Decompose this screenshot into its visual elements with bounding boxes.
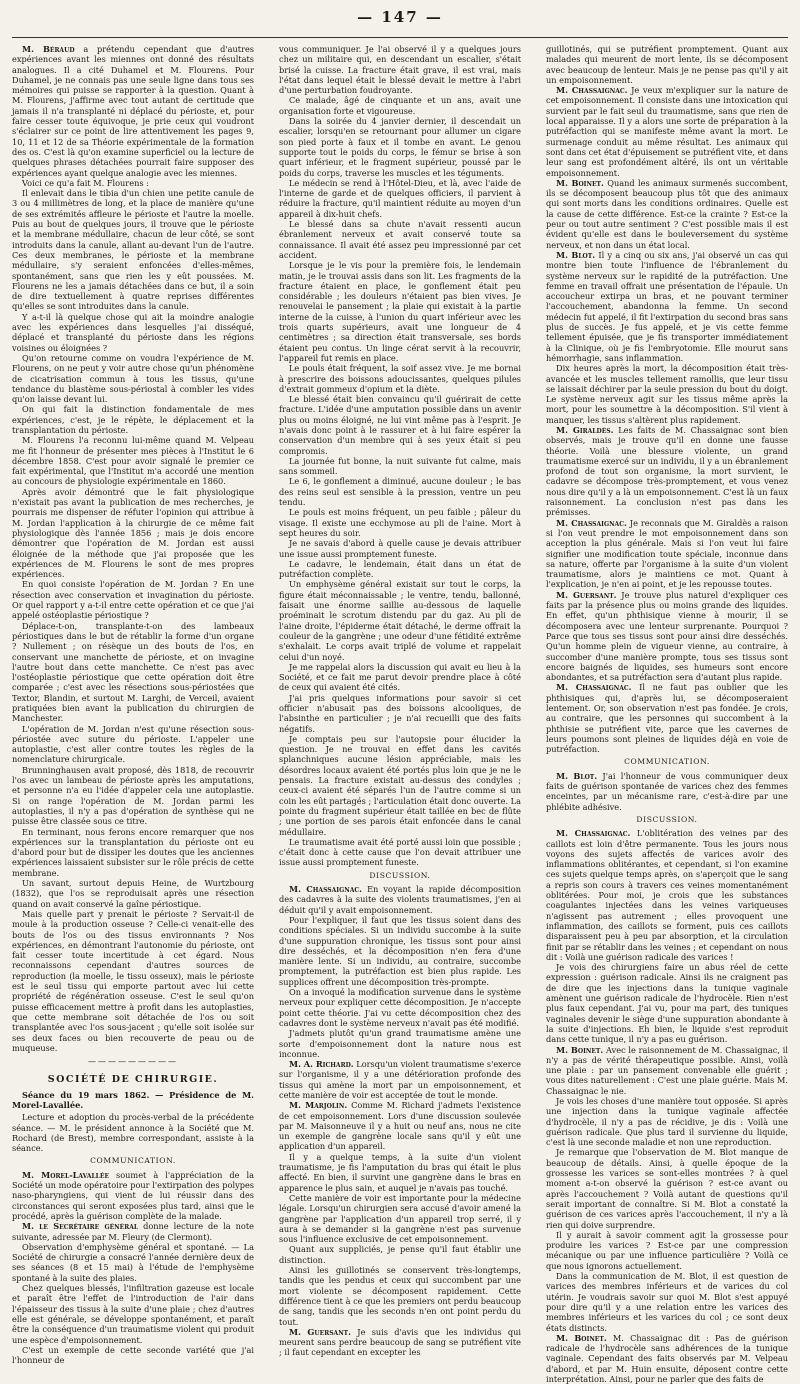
paragraph-text: Qu'on retourne comme on voudra l'expérience de M. Flourens, on ne peut y voir autre chose qu'un phénomène de cicatrisation commun à tous les tissus, qu'une tendance du blastème sous-périostal à combler les vides qu'on laisse devant lui.: [12, 352, 254, 405]
speaker-name: M. A. Richard.: [289, 1059, 354, 1070]
speaker-name: M. Marjolin.: [289, 1100, 348, 1111]
paragraph: [279, 734, 521, 837]
paragraph: [546, 1045, 788, 1096]
speaker-name: M. Chassaignac.: [556, 517, 627, 528]
paragraph-text: Un emphysème général existait sur tout le corps, la figure était méconnaissable ; le ventre, tendu, ballonné, faisait une énorme saillie au-dessous de laquelle proéminait le scrotum distendu par du gaz. Au pli de l'aine droite, l'épiderme était détaché, le derme offrait la couleur de la gangrène ; une odeur d'une fétidité extrême s'exhalait. Le corps avait triplé de volume et rappelait celui d'un noyé.: [279, 579, 521, 662]
paragraph: [546, 44, 788, 85]
paragraph-text: En terminant, nous ferons encore remarquer que nos expériences sur la transplantation du périoste ont eu d'abord pour but de dissiper les doutes que les anciennes expériences laissaient subsister sur le rôle précis de cette membrane.: [12, 826, 254, 878]
paragraph-text: a prétendu cependant que d'autres expériences avant les miennes ont donné des résultats analogues. Il a cité Duhamel et M. Flourens. Pour Duhamel, je ne connais pas une seule ligne dans tous ses mémoires qui puisse se rapporter à la question. Quant à M. Flourens, j'affirme avec tout autant de certitude que jamais il n'a transplanté ni déplacé du périoste, et, pour faire cesser toute équivoque, je prie ceux qui voudront s'éclairer sur ce point de lire attentivement les pages 9, 10, 11 et 12 de sa Théorie expérimentale de la formation des os. C'est là qu'on examine superficiel ou la lecture de quelques phrases détachées pourrait faire supposer des expériences ayant quelque analogie avec les miennes.: [12, 44, 255, 178]
paragraph-text: Il ne faut pas oublier que les phthisiques qui, d'après lui, se décomposeraient lentement. Or, son observation n'est pas fondée. Je crois, au contraire, que les personnes qui succombent à la phthisie se putréfient vite, parce que les cavernes de leurs poumons sont pleines de liquides déjà en voie de putréfaction.: [546, 682, 788, 755]
speaker-name: M. Chassaignac.: [289, 884, 362, 895]
paragraph: [279, 1265, 521, 1327]
paragraph: [546, 1147, 788, 1229]
paragraph-text: soumet à l'appréciation de la Société un mode opératoire pour l'extirpation des polypes naso-pharyngiens, qui vient de lui réussir dans des circonstances qui seront exposées plus tard, ainsi que le procédé, après la guérison complète de la malade.: [12, 1169, 254, 1221]
paragraph-text: Je ne savais d'abord à quelle cause je devais attribuer une issue aussi promptement funeste.: [279, 538, 521, 559]
paragraph: [279, 116, 521, 178]
paragraph-text: J'ai l'honneur de vous communiquer deux faits de guérison spontanée de varices chez des femmes enceintes, par un mécanisme rare, c'est-à-dire par une phlébite adhésive.: [546, 770, 789, 812]
paragraph: [12, 909, 254, 1053]
paragraph-text: J'ai pris quelques informations pour savoir si cet officier n'abusait pas des boissons alcooliques, de l'absinthe en particulier ; je n'ai recueilli que des faits négatifs.: [279, 692, 521, 734]
paragraph-text: Le traumatisme avait été porté aussi loin que possible ; c'était donc à cette cause que l'on devait attribuer une issue aussi promptement funeste.: [279, 836, 521, 868]
paragraph-text: Dix heures après la mort, la décomposition était très-avancée et les muscles tellement ramollis, que leur tissu se laissait déchirer par la seule pression du bout du doigt. Le système nerveux agit sur les tissus même après la mort, pour les soumettre à la décomposition. S'il vient à manquer, les tissus s'altèrent plus rapidement.: [546, 363, 788, 425]
paragraph-text: Mais quelle part y prenait le périoste ? Servait-il de moule à la production osseuse ? Celle-ci venait-elle des bouts de l'os ou des tissus environnants ? Nos expériences, en démontrant l'autonomie du périoste, ont fait cesser toute incertitude à cet égard. Nous reconnaissons cependant d'autres sources de reproduction (la moelle, le tissu osseux), mais le périoste est le seul tissu qui emporte partout avec lui cette propriété de régénération osseuse. C'est le seul qu'on puisse efficacement mettre à profit dans les autoplasties, que cette membrane soit détachée de l'os ou soit transplantée avec l'os sous-jacent ; qu'elle soit isolée sur ses deux faces ou bien recouverte de peau ou de muqueuse.: [12, 908, 254, 1053]
paragraph: [546, 682, 788, 754]
paragraph-text: Je vois les choses d'une manière tout opposée. Si après une injection dans la tunique vaginale affectée d'hydrocèle, il n'y a pas de récidive, je dis : Voilà une guérison radicale. Que plus tard il survienne du liquide, c'est là une seconde maladie et non une reproduction.: [546, 1095, 788, 1148]
paragraph-text: En quoi consiste l'opération de M. Jordan ? En une résection avec conservation et invagination du périoste. Or quel rapport y a-t-il entre cette opération et ce que j'ai appelé ostéoplastie périostique ?: [12, 579, 254, 621]
paragraph-text: J'admets plutôt qu'un grand traumatisme amène une sorte d'empoisonnement dont la nature nous est inconnue.: [279, 1028, 521, 1059]
paragraph: [12, 878, 254, 909]
paragraph: [279, 456, 521, 477]
paragraph-text: Le pouls est moins fréquent, un peu faible ; pâleur du visage. Il existe une ecchymose au pli de l'aine. Mort à sept heures du soir.: [279, 507, 521, 538]
paragraph-text: guillotinés, qui se putréfient promptement. Quant aux malades qui meurent de mort lente, ils se décomposent avec beaucoup de lenteur. Mais je ne pense pas qu'il y ait un empoisonnement.: [546, 44, 788, 85]
paragraph: [546, 518, 788, 590]
paragraph: [279, 693, 521, 734]
paragraph-text: Dans la communication de M. Blot, il est question de varices des membres inférieurs et de varices du col utérin. Je voudrais savoir sur quoi M. Blot s'est appuyé pour dire qu'il y a une relation entre les varices des membres inférieurs et les varices du col ; ce sont deux états distincts.: [546, 1271, 788, 1333]
paragraph-text: Lecture et adoption du procès-verbal de la précédente séance. — M. le président annonce à la Société que M. Rochard (de Brest), membre correspondant, assiste à la séance.: [12, 1112, 254, 1154]
paragraph: [12, 827, 254, 878]
paragraph: [12, 1242, 254, 1283]
paragraph: [12, 435, 254, 486]
paragraph: [12, 1345, 254, 1366]
paragraph-text: On qui fait la distinction fondamentale de mes expériences, c'est, je le répète, le déplacement et la transplantation du périoste.: [12, 404, 254, 435]
paragraph-text: Lorsque je le vis pour la première fois, le lendemain matin, je le trouvai assis dans son lit. Les fragments de la fracture étaient en place, le gonflement était peu considérable ; les douleurs n'étaient pas bien vives. Je renouvelai le pansement ; la plaie qui existait à la partie interne de la cuisse, à l'union du quart inférieur avec les trois quarts supérieurs, avait une longueur de 4 centimètres ; sa direction était transversale, ses bords étaient peu contus. Un linge cérat servit à la recouvrir, l'appareil fut remis en place.: [279, 260, 521, 363]
paragraph-text: Quant aux suppliciés, je pense qu'il faut établir une distinction.: [279, 1244, 521, 1265]
paragraph: [12, 1170, 254, 1221]
paragraph-text: C'est un exemple de cette seconde variété que j'ai l'honneur de: [12, 1344, 254, 1366]
speaker-name: M. Morel-Lavallée: [22, 1169, 110, 1180]
paragraph-text: Ce malade, âgé de cinquante et un ans, avait une organisation forte et vigoureuse.: [279, 95, 521, 116]
paragraph: [279, 538, 521, 559]
paragraph: [12, 621, 254, 724]
speaker-name: M. Chassaignac.: [556, 828, 631, 839]
paragraph-text: Comme M. Richard j'admets l'existence de cet empoisonnement. Lors d'une discussion soulevée par M. Maisonneuve il y a huit ou neuf ans, nous ne cite un exemple de gangrène locale sans qu'il y eût une application d'un appareil.: [279, 1100, 521, 1152]
paragraph-text: Je reconnais que M. Giraldès a raison si l'on veut prendre le mot empoisonnement dans son acception la plus générale. Mais si l'on veut lui faire signifier une modification toute spéciale, inconnue dans sa nature, offerte par l'organisme à la suite d'un violent traumatisme, alors je maintiens ce mot. Quant à l'explication, je n'en ai point, et je les repousse toutes.: [546, 517, 789, 590]
paragraph: [12, 1221, 254, 1242]
paragraph-text: Ainsi les guillotinés se conservent très-longtemps, tandis que les pendus et ceux qui succombent par une mort violente se décomposent rapidement. Cette différence tient à ce que les premiers ont perdu beaucoup de sang, tandis que les seconds n'en ont point perdu du tout.: [279, 1265, 521, 1327]
paragraph-text: Il y a cinq ou six ans, j'ai observé un cas qui montre bien toute l'influence de l'ébranlement du système nerveux sur le rapidité de la putréfaction. Une femme en travail offrait une présentation de l'épaule. Un accoucheur extirpa un bras, et ne pouvant terminer l'accouchement, abandonna la femme. Un second médecin fut appelé, il fit l'extirpation du second bras sans plus de succès. Je fus appelé, et je vis cette femme tellement épuisée, que je fis transporter immédiatement à la Clinique, où je fis l'embryotomie. Elle mourut sans hémorrhagie, sans inflammation.: [546, 249, 788, 363]
paragraph-text: Voici ce qu'a fait M. Flourens :: [22, 177, 149, 188]
paragraph-text: M. Chassaignac dit : Pas de guérison radicale de l'hydrocèle sans adhérences de la tunique vaginale. Cependant des faits observés par M. Velpeau d'abord, et par M. Huin ensuite, déposent contre cette interprétation. Ainsi, pour ne parler que des faits de: [546, 1332, 788, 1384]
paragraph: [279, 219, 521, 260]
paragraph: [546, 1333, 788, 1384]
paragraph: [279, 1193, 521, 1244]
paragraph-text: Il enlevait dans le tibia d'un chien une petite canule de 3 ou 4 millimètres de long, et la place de manière qu'une de ses extrémités affleure le périoste et l'autre la moelle. Puis au bout de quelques jours, il trouve que le périoste et la membrane médullaire, chacun de leur côté, se sont introduits dans la canule, allant au-devant l'un de l'autre. Ces deux membranes, le périoste et la membrane médullaire, s'y seraient enfoncées d'elles-mêmes, spontanément, sans que rien les y eût poussées. M. Flourens ne les a jamais détachées dans ce but, il a soin de dire textuellement à quatre reprises différentes qu'elles se sont introduites dans la canule.: [12, 188, 254, 312]
paragraph: [12, 44, 254, 178]
society-title: SOCIÉTÉ DE CHIRURGIE.: [47, 1074, 219, 1086]
paragraph: [279, 394, 521, 456]
paragraph-text: Lorsqu'un violent traumatisme s'exerce sur l'organisme, il y a une détérioration profonde des tissus qui amène la mort par un empoisonnement, et cette manière de voir est acceptée de tout le monde.: [279, 1059, 521, 1100]
paragraph: [279, 260, 521, 363]
paragraph-text: Je suis d'avis que les individus qui meurent sans perdre beaucoup de sang se putréfient vite ; il faut cependant en excepter les: [279, 1326, 522, 1358]
paragraph: [546, 828, 788, 962]
text-column-1: [12, 44, 255, 1366]
paragraph: [279, 1244, 521, 1265]
speaker-name: M. Giraldès.: [556, 424, 614, 435]
paragraph-text: Le blessé dans sa chute n'avait ressenti aucun ébranlement nerveux et avait conservé toute sa connaissance. Il avait été assez peu impressionné par cet accident.: [279, 219, 521, 260]
paragraph-text: Il y aurait à savoir comment agit la grossesse pour produire les varices ? Est-ce par une compression mécanique ou par une influence particulière ? Voilà ce que nous ignorons actuellement.: [546, 1229, 788, 1271]
paragraph: [546, 250, 788, 363]
paragraph: [546, 178, 788, 250]
paragraph-text: On a invoqué la modification survenue dans le système nerveux pour expliquer cette décomposition. Je n'accepte point cette théorie. J'ai vu cette décomposition chez des cadavres dont le système nerveux n'avait pas été modifié.: [279, 987, 521, 1028]
paragraph: [12, 188, 254, 312]
section-heading: DISCUSSION.: [636, 814, 698, 824]
section-heading: DISCUSSION.: [369, 870, 431, 880]
paragraph-text: Je comptais peu sur l'autopsie pour élucider la question. Je ne trouvai en effet dans les cavités splanchniques aucune lésion appréciable, mais les désordres locaux avaient été portés plus loin que je ne le pensais. La fracture existait au-dessus des condyles ; ceux-ci avaient été séparés l'un de l'autre comme si un coin les eût partagés ; l'articulation était donc ouverte. La pointe du fragment supérieur était taillée en bec de flûte ; une portion de ses parois était enfoncée dans le canal médullaire.: [279, 733, 521, 837]
paragraph-text: Les faits de M. Chassaignac sont bien observés, mais je trouve qu'il en donne une fausse théorie. Voilà une blessure violente, un grand traumatisme exercé sur un individu, il y a un ébranlement profond de tout son organisme, la mort survient, le cadavre se décompose très-promptement, et vous venez nous dire qu'il y a là un empoisonnement. C'est là un faux raisonnement. La conclusion n'est pas dans les prémisses.: [546, 424, 789, 518]
speaker-name: M. Guersant.: [556, 589, 617, 600]
paragraph-text: Le pouls était fréquent, la soif assez vive. Je me bornai à prescrire des boissons adoucissantes, quelques pilules d'extrait gommeux d'opium et la diète.: [279, 363, 521, 394]
speaker-name: M. Boinet.: [556, 1044, 604, 1055]
paragraph-text: Après avoir démontré que le fait physiologique n'existait pas avant la publication de mes recherches, je pourrais me dispenser de réfuter l'opinion qui attribue à M. Jordan l'application à la chirurgie de ce même fait physiologique dès l'année 1856 ; mais je dois encore démontrer que l'opération de M. Jordan est aussi éloignée de la méthode que j'ai proposée que les expériences de M. Flourens le sont de mes propres expériences.: [12, 486, 254, 580]
paragraph-text: En voyant la rapide décomposition des cadavres à la suite des violents traumatismes, j'en ai déduit qu'il y avait empoisonnement.: [279, 884, 521, 915]
paragraph-text: Le cadavre, le lendemain, était dans un état de putréfaction complète.: [279, 558, 521, 580]
paragraph: [279, 476, 521, 507]
speaker-name: M. Béraud: [22, 44, 75, 54]
paragraph-text: Je me rappelai alors la discussion qui avait eu lieu à la Société, et ce fait me parut devoir prendre place à côté de ceux qui avaient été cités.: [279, 661, 521, 693]
speaker-name: M. le Secrétaire général: [22, 1221, 139, 1232]
paragraph: [279, 837, 521, 868]
paragraph-text: Avec le raisonnement de M. Chassaignac, il n'y a pas de vérité thérapeutique possible. Ainsi, voilà une plaie : par un pansement convenable elle guérit ; vous dites naturellement : C'est une plaie guérie. Mais M. Chassaignac le nie.: [546, 1044, 788, 1096]
paragraph: [279, 1152, 521, 1193]
paragraph-text: L'opération de M. Jordan n'est qu'une résection sous-périostée avec suture du périoste. L'appeler une autoplastie, c'est aller contre toutes les règles de la nomenclature chirurgicale.: [12, 723, 254, 765]
paragraph-text: Chez quelques blessés, l'infiltration gazeuse est locale et paraît être l'effet de l'introduction de l'air dans l'épaisseur des tissus à la suite d'une plaie ; chez d'autres elle est générale, se développe spontanément, et paraît être la conséquence d'un traumatisme violent qui produit une espèce d'empoisonnement.: [12, 1283, 254, 1345]
paragraph: [546, 962, 788, 1044]
paragraph: [12, 312, 254, 353]
paragraph-text: L'oblitération des veines par des caillots est loin d'être permanente. Tous les jours nous voyons des sujets affectés de varices avoir des inflammations oblitérantes, et cependant, si l'on examine ces sujets quelque temps après, on s'aperçoit que le sang a repris son cours à travers ces veines momentanément oblitérées. Pour moi, je crois que les substances coagulantes injectées dans les veines variqueuses n'agissent pas autrement ; elles provoquent une inflammation, des caillots se forment, puis ces caillots disparaissent peu à peu par absorption, et la circulation finit par se rétablir dans les veines ; et cependant on nous dit : Voilà une guérison radicale des varices !: [546, 828, 789, 962]
paragraph: [546, 1230, 788, 1271]
page-number: — 147 —: [357, 8, 443, 26]
paragraph-text: Cette manière de voir est importante pour la médecine légale. Lorsqu'un chirurgien sera accusé d'avoir amené la gangrène par l'application d'un appareil trop serré, il y aura à se demander si la gangrène n'est pas survenue sous l'influence exclusive de cet empoisonnement.: [279, 1192, 521, 1245]
paragraph: [279, 363, 521, 394]
paragraph: [12, 404, 254, 435]
paragraph: [279, 1100, 521, 1151]
speaker-name: M. Blot.: [556, 249, 596, 260]
paragraph: [12, 579, 254, 620]
speaker-name: M. Boinet.: [556, 1332, 607, 1343]
speaker-name: M. Chassaignac.: [556, 682, 632, 693]
paragraph-text: Je vois des chirurgiens faire un abus réel de cette expression : guérison radicale. Ainsi ils ne craignent pas de dire que les injections dans la tunique vaginale amènent une guérison radicale de l'hydrocèle. Rien n'est plus faux cependant. J'ai vu, pour ma part, des tuniques vaginales devenir le siège d'une suppuration abondante à la suite d'injections. Eh bien, le liquide s'est reproduit dans cette tunique, il n'y a pas eu guérison.: [546, 962, 788, 1045]
paragraph-text: Déplace-t-on, transplante-t-on des lambeaux périostiques dans le but de rétablir la forme d'un organe ? Nullement ; on résèque un des bouts de l'os, en conservant une manchette de périoste, et on invagine l'autre bout dans cette manchette. Ce n'est pas avec l'ostéoplastie périostique que cette opération doit être comparée ; c'est avec les résections sous-périostées que Textor, Blandin, et surtout M. Larghi, de Verceil, avaient pratiquées bien avant la publication du chirurgien de Manchester.: [12, 620, 254, 724]
paragraph: [12, 1112, 254, 1153]
paragraph: [12, 724, 254, 765]
paragraph-text: donne lecture de la note suivante, adressée par M. Fleury (de Clermont).: [12, 1221, 254, 1242]
paragraph: [12, 765, 254, 827]
paragraph: [546, 425, 788, 518]
paragraph: [12, 487, 254, 580]
paragraph: [279, 1327, 521, 1358]
paragraph-text: Un savant, surtout depuis Heine, de Wurtzbourg (1832), que l'os se reproduisait après une résection quand on avait conservé la gaîne périostique.: [12, 878, 254, 909]
paragraph: [546, 85, 788, 178]
paragraph: [279, 507, 521, 538]
paragraph: [279, 1028, 521, 1059]
paragraph-text: Brunninghausen avait proposé, dès 1818, de recouvrir l'os avec un lambeau de périoste après les amputations, et personne n'a eu l'idée d'appeler cela une autoplastie. Si on range l'opération de M. Jordan parmi les autoplasties, il n'y a pas d'opération de synthèse qui ne puisse être classée sous ce titre.: [12, 764, 254, 827]
paragraph: [279, 579, 521, 661]
paragraph: [546, 1271, 788, 1333]
speaker-name: M. Chassaignac.: [556, 85, 628, 96]
paragraph: [546, 363, 788, 425]
separator-ornament: —————————: [88, 1057, 178, 1067]
speaker-name: M. Blot.: [556, 770, 598, 781]
paragraph: [279, 44, 521, 95]
section-heading: COMMUNICATION.: [624, 757, 710, 767]
paragraph: [279, 559, 521, 580]
paragraph-text: vous communiquer. Je l'ai observé il y a quelques jours chez un militaire qui, en descendant un escalier, s'était brisé la cuisse. La fracture était grave, il est vrai, mais l'état dans lequel était le blessé devait le mettre à l'abri d'une perturbation foudroyante.: [279, 44, 521, 96]
section-heading: COMMUNICATION.: [90, 1156, 176, 1166]
paragraph: [279, 987, 521, 1028]
paragraph-text: Il y a quelque temps, à la suite d'un violent traumatisme, je fis l'amputation du bras qui était le plus affecté. En bien, il survint une gangrène dans le bras en apparence le plus sain, et auquel je n'avais pas touché.: [279, 1151, 521, 1193]
paragraph: [12, 353, 254, 404]
paragraph: [279, 95, 521, 116]
paragraph-text: Observation d'emphysème général et spontané. — La Société de chirurgie a consacré l'année dernière deux de ses séances (8 et 15 mai) à l'étude de l'emphysème spontané à la suite des plaies.: [12, 1241, 254, 1283]
text-column-3: [546, 44, 789, 1384]
paragraph-text: Pour l'expliquer, il faut que les tissus soient dans des conditions spéciales. Si un individu succombe à la suite d'une suppuration chronique, les tissus sont pour ainsi dire desséchés, et la décomposition n'en fera d'une manière lente. Si un individu, au contraire, succombe promptement, la putréfaction est bien plus rapide. Les supplices offrent une décomposition très-prompte.: [279, 914, 521, 987]
paragraph: [279, 178, 521, 219]
paragraph-text: Je veux m'expliquer sur la nature de cet empoisonnement. Il consiste dans une intoxication qui survient par le fait seul du traumatisme, sans que rien de local apparaisse. Il y a alors une sorte de préparation à la putréfaction qui se manifeste même avant la mort. Le surmenage conduit au même résultat. Les animaux qui sont dans cet état d'épuisement se putréfient vite, et dans leur sang est profondément altéré, ils ont un véritable empoisonnement.: [546, 85, 788, 178]
header-rule: [12, 37, 788, 38]
paragraph: [279, 884, 521, 915]
paragraph-text: Quand les animaux surmenés succombent, ils se décomposent beaucoup plus tôt que des animaux qui sont morts dans les conditions ordinaires. Quelle est la cause de cette différence. Est-ce la crainte ? Est-ce la peur ou tout autre sentiment ? C'est possible mais il est évident qu'elle est dans le bouleversement du système nerveux, et non dans un état local.: [546, 177, 788, 250]
paragraph: [12, 178, 254, 188]
session-line: Séance du 19 mars 1862. — Présidence de M. Morel-Lavallée.: [12, 1089, 254, 1110]
paragraph-text: Je trouve plus naturel d'expliquer ces faits par la présence plus ou moins grande des liquides. En effet, qu'un phthisique vienne à mourir, il se décomposera avec une lenteur surprenante. Pourquoi ? Parce que tous ses tissus sont pour ainsi dire desséchés. Qu'un homme plein de vigueur vienne, au contraire, à succomber d'une manière prompte, tous ses tissus sont encore baignés de liquides, ses humeurs sont encore abondantes, et sa putréfaction sera d'autant plus rapide.: [546, 589, 788, 683]
paragraph: [546, 590, 788, 683]
paragraph: [279, 1059, 521, 1100]
paragraph-text: La journée fut bonne, la nuit suivante fut calme, mais sans sommeil.: [279, 455, 521, 477]
paragraph-text: Le médecin se rend à l'Hôtel-Dieu, et là, avec l'aide de l'interne de garde et de quelques officiers, il parvient à réduire la fracture, qu'il maintient réduite au moyen d'un appareil à dix-huit chefs.: [279, 177, 521, 219]
speaker-name: M. Boinet.: [556, 177, 604, 188]
paragraph: [12, 1283, 254, 1345]
paragraph-text: Y a-t-il là quelque chose qui ait la moindre analogie avec les expériences dans lesquelles j'ai disséqué, déplacé et transplanté du périoste dans les régions voisines ou éloignées ?: [12, 311, 254, 353]
paragraph-text: M. Flourens l'a reconnu lui-même quand M. Velpeau me fit l'honneur de présenter mes pièces à l'Institut le 6 décembre 1858. C'est pour avoir signalé le premier ce fait expérimental, que l'Institut m'a accordé une mention au concours de physiologie expérimentale en 1860.: [12, 435, 254, 487]
paragraph-text: Je remarque que l'observation de M. Blot manque de beaucoup de détails. Ainsi, à quelle époque de la grossesse les varices se sont-elles montrées ? à quel moment a-t-on observé la guérison ? est-ce avant ou après l'accouchement ? Voilà autant de questions qu'il serait important de connaître. Si M. Blot a constaté la guérison de ces varices après l'accouchement, il n'y a là rien qui doive surprendre.: [546, 1147, 788, 1230]
paragraph-text: Dans la soirée du 4 janvier dernier, il descendait un escalier, lorsqu'en se retournant pour allumer un cigare son pied porte à faux et il tombe en avant. Le genou supporte tout le poids du corps, le fémur se brise à son quart inférieur, et le fragment supérieur, poussé par le poids du corps, traverse les muscles et les téguments.: [279, 116, 521, 178]
paragraph: [279, 662, 521, 693]
paragraph-text: Le blessé était bien convaincu qu'il guérirait de cette fracture. L'idée d'une amputation possible dans un avenir plus ou moins éloigné, ne lui vint même pas à l'esprit. Je n'avais donc point à le rassurer et à lui faire espérer la conservation d'un membre qui à ses yeux était si peu compromis.: [279, 394, 521, 456]
paragraph-text: Le 6, le gonflement a diminué, aucune douleur ; le bas des reins seul est sensible à la pression, ventre un peu tendu.: [279, 476, 521, 508]
paragraph: [546, 1096, 788, 1147]
speaker-name: M. Guersant.: [289, 1326, 352, 1337]
paragraph: [546, 771, 788, 812]
paragraph: [279, 915, 521, 987]
text-column-2: [279, 44, 522, 1358]
